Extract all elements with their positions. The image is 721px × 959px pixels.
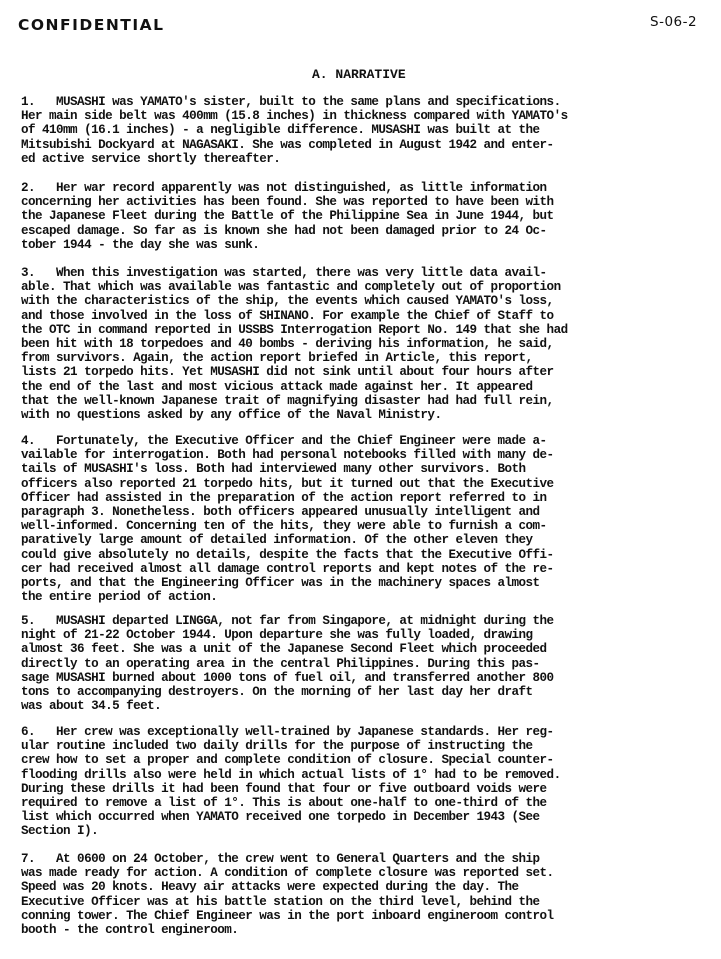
paragraph-3: 3. When this investigation was started, there was very little data avail- able. That which was available was fantastic and completely out of proportion with the characteristics of the ship, the events which caused YAMATO's loss, and those involved in the loss of SHINANO. For example the Chief of Staff to the OTC in command reported in USSBS Interrogation Report No. 149 that she had been hit with 18 torpedoes and 40 bombs - deriving his information, he said, from survivors. Again, the action report briefed in Article, this report, lists 21 torpedo hits. Yet MUSASHI did not sink until about four hours after the end of the last and most vicious attack made against her. It appeared that the well-known Japanese trait of magnifying disaster had had full rein, with no questions asked by any office of the Naval Ministry. [21,266,568,423]
paragraph-1: 1. MUSASHI was YAMATO's sister, built to the same plans and specifications. Her main side belt was 400mm (15.8 inches) in thickness compared with YAMATO's of 410mm (16.1 inches) - a negligible difference. MUSASHI was built at the Mitsubishi Dockyard at NAGASAKI. She was completed in August 1942 and enter- ed active service shortly thereafter. [21,95,568,166]
paragraph-7: 7. At 0600 on 24 October, the crew went to General Quarters and the ship was made ready for action. A condition of complete closure was reported set. Speed was 20 knots. Heavy air attacks were expected during the day. The Executive Officer was at his battle station on the third level, behind the conning tower. The Chief Engineer was in the port inboard engineroom control booth - the control engineroom. [21,852,554,938]
classification-label: CONFIDENTIAL [18,16,165,34]
paragraph-5: 5. MUSASHI departed LINGGA, not far from Singapore, at midnight during the night of 21-22 October 1944. Upon departure she was fully loaded, drawing almost 36 feet. She was a unit of the Japanese Second Fleet which proceeded directly to an operating area in the central Philippines. During this pas- sage MUSASHI burned about 1000 tons of fuel oil, and transferred another 800 tons to accompanying destroyers. On the morning of her last day her draft was about 34.5 feet. [21,614,554,714]
section-title: A. NARRATIVE [312,67,406,82]
paragraph-6: 6. Her crew was exceptionally well-trained by Japanese standards. Her reg- ular routine included two daily drills for the purpose of instructing the crew how to set a proper and complete condition of closure. Special counter- flooding drills also were held in which actual lists of 1° had to be removed. During these drills it had been found that four or five outboard voids were required to remove a list of 1°. This is about one-half to one-third of the list which occurred when YAMATO received one torpedo in December 1943 (See Section I). [21,725,561,839]
page-code: S-06-2 [650,14,698,30]
paragraph-2: 2. Her war record apparently was not distinguished, as little information concerning her activities has been found. She was reported to have been with the Japanese Fleet during the Battle of the Philippine Sea in June 1944, but escaped damage. So far as is known she had not been damaged prior to 24 Oc- tober 1944 - the day she was sunk. [21,181,554,252]
paragraph-4: 4. Fortunately, the Executive Officer and the Chief Engineer were made a- vailable for interrogation. Both had personal notebooks filled with many de- tails of MUSASHI's loss. Both had interviewed many other survivors. Both officers also reported 21 torpedo hits, but it turned out that the Executive Officer had assisted in the preparation of the action report referred to in paragraph 3. Nonetheless. both officers appeared unusually intelligent and well-informed. Concerning ten of the hits, they were able to furnish a com- paratively large amount of detailed information. Of the other eleven they could give absolutely no details, despite the facts that the Executive Offi- cer had received almost all damage control reports and kept notes of the re- ports, and that the Engineering Officer was in the machinery spaces almost the entire period of action. [21,434,554,605]
